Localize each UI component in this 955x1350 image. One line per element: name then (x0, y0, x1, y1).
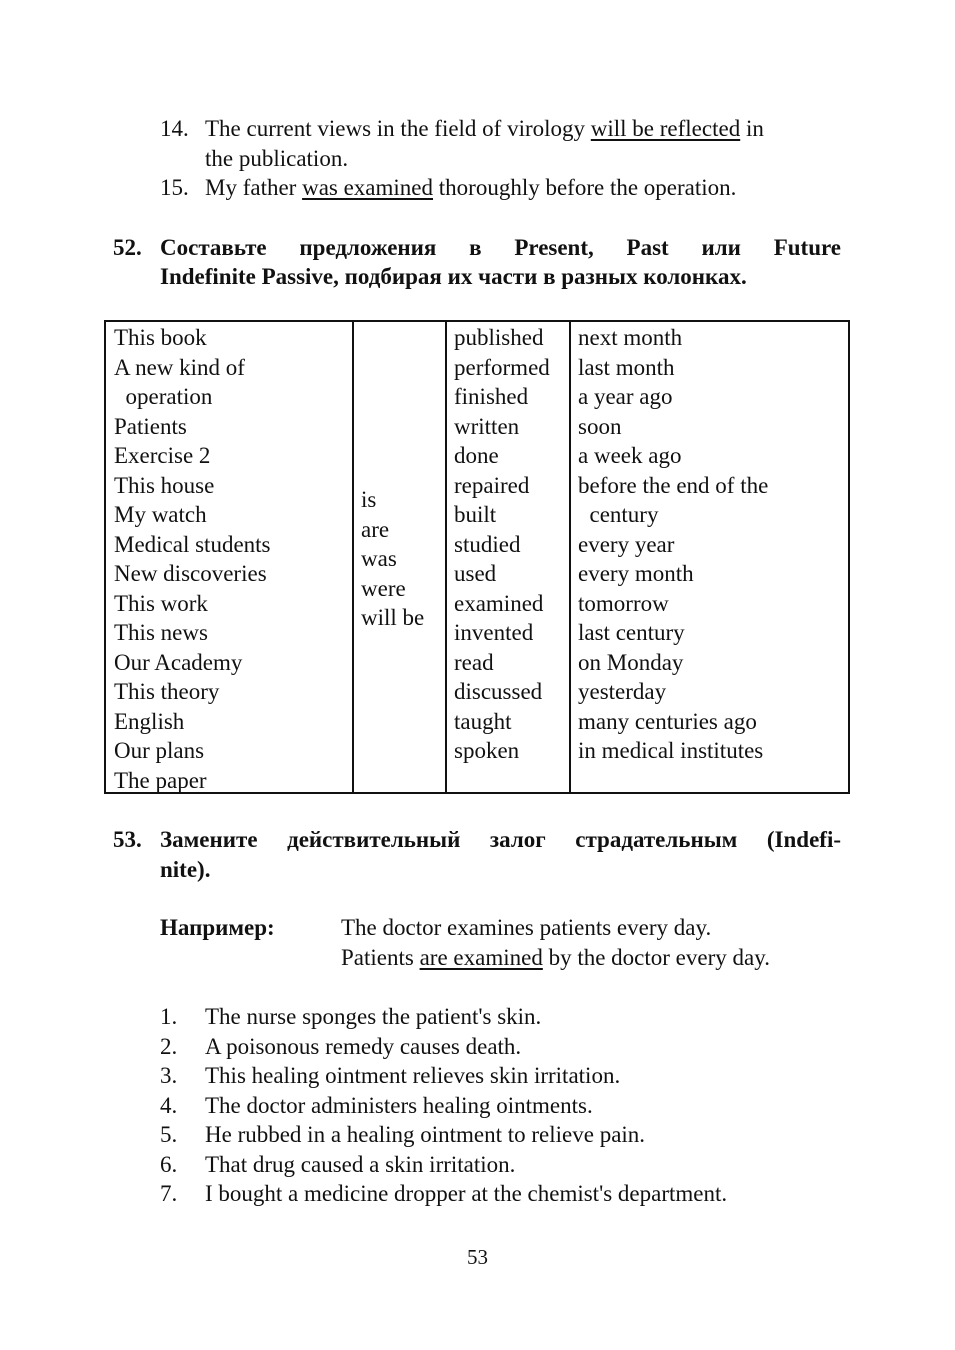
table-cell: performed (454, 354, 550, 380)
item-text: The doctor administers healing ointments. (205, 1092, 593, 1118)
table-cell: on Monday (578, 649, 684, 675)
table-cell: New discoveries (114, 561, 267, 586)
table-cell: last century (578, 620, 685, 645)
table-column-time-expressions (569, 322, 850, 792)
table-cell: every year (578, 531, 675, 557)
example-active: The doctor examines patients every day. (341, 915, 712, 940)
item-number: 14. (160, 116, 189, 141)
table-cell: spoken (454, 738, 520, 763)
table-cell: century (578, 502, 659, 527)
table-cell: operation (114, 384, 213, 409)
table-cell: are (361, 516, 390, 542)
table-cell: is (361, 487, 377, 512)
table-cell: studied (454, 531, 521, 557)
table-cell: done (454, 443, 499, 468)
item-text: A poisonous remedy causes death. (205, 1033, 522, 1059)
table-cell: tomorrow (578, 590, 669, 616)
table-cell: Medical students (114, 531, 271, 557)
table-cell: built (454, 502, 497, 527)
exercise-title-line1: Составьте предложения в Present, Past или Future (160, 235, 841, 260)
table-cell: This house (114, 472, 215, 498)
table-cell: used (454, 561, 497, 586)
exercise-title-line2: nite). (160, 857, 211, 882)
table-cell: Exercise 2 (114, 443, 211, 468)
item-number: 4. (160, 1092, 178, 1118)
table-cell: soon (578, 413, 622, 439)
table-cell: every month (578, 561, 694, 586)
table-cell: a week ago (578, 443, 682, 468)
table-cell: discussed (454, 679, 543, 704)
table-cell: A new kind of (114, 354, 245, 380)
exercise-number: 53. (113, 827, 142, 852)
table-cell: will be (361, 605, 425, 630)
table-cell: a year ago (578, 384, 673, 409)
sentence-parts-table (104, 320, 850, 794)
item-number: 15. (160, 175, 189, 200)
item-number: 3. (160, 1063, 178, 1088)
table-cell: last month (578, 354, 675, 380)
item-text: He rubbed in a healing ointment to relieve pain. (205, 1122, 646, 1147)
item-number: 5. (160, 1122, 178, 1147)
table-cell: examined (454, 590, 544, 616)
item-number: 6. (160, 1151, 178, 1177)
item-text: I bought a medicine dropper at the chemist's department. (205, 1181, 728, 1206)
table-cell: My watch (114, 502, 207, 527)
exercise-title-line2: Indefinite Passive, подбирая их части в разных колонках. (160, 264, 747, 289)
table-cell: many centuries ago (578, 708, 757, 734)
exercise-title-line1: Замените действительный залог страдательным (Indefi- (160, 827, 841, 852)
table-cell: This theory (114, 679, 220, 704)
table-cell: The paper (114, 767, 207, 793)
table-cell: in medical institutes (578, 738, 764, 763)
table-cell: finished (454, 384, 529, 409)
table-cell: were (361, 575, 406, 601)
item-text: This healing ointment relieves skin irritation. (205, 1063, 621, 1088)
table-column-participles (445, 322, 571, 792)
page-number: 53 (467, 1245, 488, 1269)
table-cell: yesterday (578, 679, 667, 704)
table-column-auxiliaries (352, 322, 447, 792)
item-text: That drug caused a skin irritation. (205, 1151, 516, 1177)
table-cell: published (454, 325, 544, 350)
table-column-subjects (106, 322, 354, 792)
example-label: Например: (160, 915, 275, 940)
exercise-number: 52. (113, 235, 142, 260)
item-text-continuation: the publication. (205, 146, 349, 171)
table-cell: This work (114, 590, 208, 616)
table-cell: written (454, 413, 520, 439)
table-cell: Our plans (114, 738, 205, 763)
table-cell: read (454, 649, 494, 675)
item-number: 1. (160, 1004, 178, 1029)
example-passive: Patients are examined by the doctor every day. (341, 945, 770, 970)
table-cell: invented (454, 620, 534, 645)
item-number: 2. (160, 1033, 178, 1059)
item-number: 7. (160, 1181, 178, 1206)
table-cell: Patients (114, 413, 187, 439)
table-cell: Our Academy (114, 649, 243, 675)
table-cell: This news (114, 620, 208, 645)
item-text: The current views in the field of virology will be reflected in (205, 116, 764, 141)
table-cell: repaired (454, 472, 530, 498)
item-text: The nurse sponges the patient's skin. (205, 1004, 542, 1029)
table-cell: English (114, 708, 185, 734)
table-cell: was (361, 546, 397, 571)
table-cell: before the end of the (578, 472, 769, 498)
item-text: My father was examined thoroughly before the operation. (205, 175, 737, 200)
table-cell: taught (454, 708, 512, 734)
table-cell: This book (114, 325, 207, 350)
table-cell: next month (578, 325, 683, 350)
